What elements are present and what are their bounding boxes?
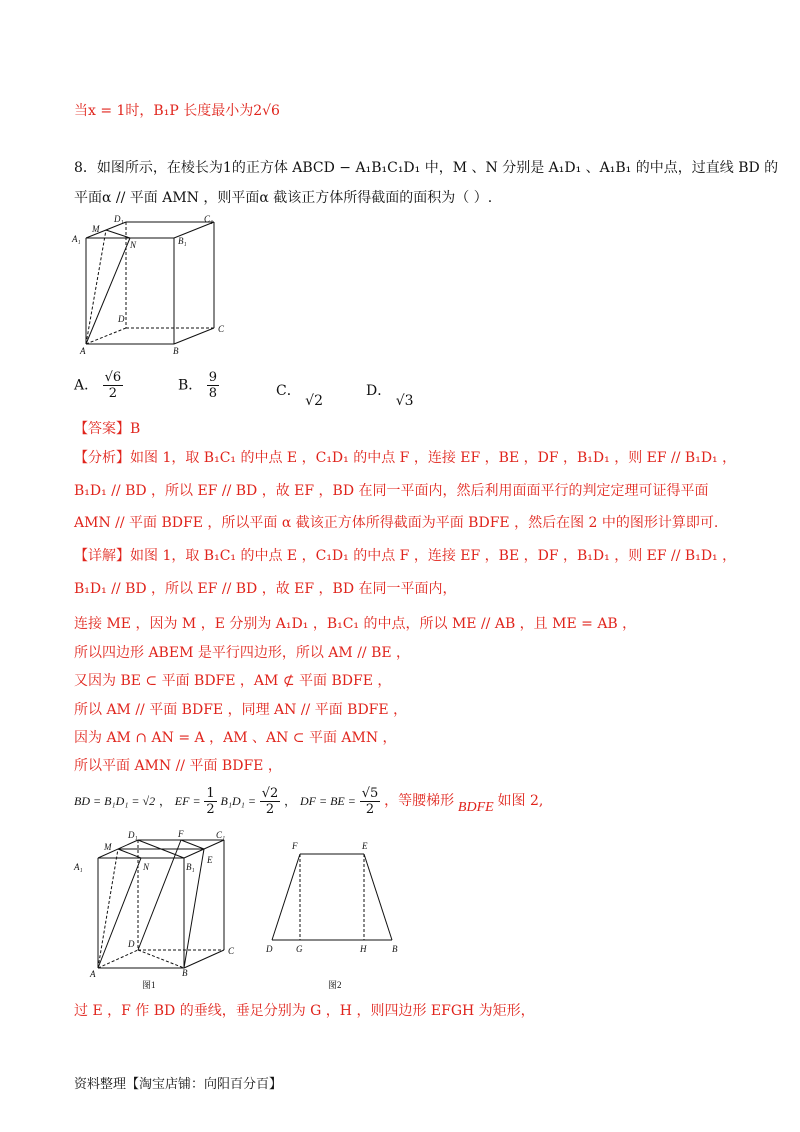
fig1-label-c1: C₁ [216, 830, 226, 840]
option-c-value: √2 [305, 393, 323, 409]
option-b-fraction [207, 370, 219, 401]
cube-label-d1: D₁ [114, 214, 124, 224]
fig1-label-b1: B₁ [186, 862, 195, 872]
fig1-label-d1: D₁ [128, 830, 138, 840]
option-a-numerator: √6 [104, 370, 122, 385]
problem-line-1: 8．如图所示，在棱长为1的正方体 ABCD − A₁B₁C₁D₁ 中，M 、N 分别是 A₁D₁ 、A₁B₁ 的中点，过直线 BD 的 [74, 160, 779, 176]
fig2-label-f: F [292, 841, 298, 851]
detail-line-1: 【详解】如图 1，取 B₁C₁ 的中点 E ，C₁D₁ 的中点 F ，连接 EF ，BE ，DF ，B₁D₁ ，则 EF // B₁D₁ ， [74, 548, 737, 564]
ef-half-fraction [204, 786, 216, 817]
fig1-label-a1: A₁ [74, 862, 83, 872]
cube-label-c1: C₁ [204, 214, 214, 224]
ef-denominator: 2 [265, 802, 275, 817]
option-c [276, 380, 323, 409]
option-a-denominator: 2 [108, 386, 117, 401]
df-numerator: √5 [361, 786, 379, 801]
last-line: 过 E ，F 作 BD 的垂线，垂足分别为 G ，H ，则四边形 EFGH 为矩形， [74, 1003, 535, 1019]
fig1-caption: 图1 [142, 980, 156, 990]
fig1-label-m: M [104, 842, 112, 852]
option-a-fraction [103, 370, 124, 401]
detail-line-8: 所以平面 AMN // 平面 BDFE ， [74, 758, 282, 774]
option-a-label: A． [74, 377, 99, 394]
detail-line-4: 所以四边形 ABEM 是平行四边形，所以 AM // BE ， [74, 645, 411, 661]
problem-line-2: 平面α // 平面 AMN ，则平面α 截该正方体所得截面的面积为（ ）. [74, 190, 493, 206]
fig2-label-g: G [296, 944, 303, 954]
fig1-label-n: N [143, 862, 150, 872]
detail-line-5: 又因为 BE ⊂ 平面 BDFE ，AM ⊄ 平面 BDFE ， [74, 673, 392, 689]
fig1-label-c: C [228, 946, 235, 956]
cube-label-m: M [92, 224, 100, 234]
length-bd: BD = B₁D₁ = √2 [74, 794, 156, 808]
df-denominator: 2 [365, 802, 375, 817]
fig-ref: 如图 2, [497, 793, 544, 809]
detail-line-6: 所以 AM // 平面 BDFE ，同理 AN // 平面 BDFE ， [74, 702, 408, 718]
option-c-label: C． [276, 383, 301, 399]
ef-half-numerator: 1 [206, 786, 215, 801]
fig1-label-a: A [90, 969, 96, 979]
ef-numerator: √2 [261, 786, 279, 801]
analysis-line-2: B₁D₁ // BD ，所以 EF // BD ，故 EF ，BD 在同一平面内，然后利用面面平行的判定定理可证得平面 [74, 483, 709, 499]
option-a [74, 370, 123, 401]
option-d [366, 380, 414, 409]
option-d-value: √3 [395, 393, 414, 409]
cube-label-b1: B₁ [178, 236, 187, 246]
option-b [178, 370, 219, 401]
fig1-label-f: F [178, 829, 184, 839]
ef-fraction [260, 786, 281, 817]
figure-2 [262, 836, 412, 991]
figure-1 [70, 826, 240, 991]
fig2-label-e: E [362, 841, 368, 851]
trapezoid-name: BDFE [457, 800, 494, 815]
cube-figure [70, 212, 225, 357]
cube-label-a: A [80, 346, 86, 356]
fig2-label-b: B [392, 944, 398, 954]
fig2-label-d: D [266, 944, 273, 954]
fig1-label-e: E [207, 855, 213, 865]
option-b-denominator: 8 [208, 386, 218, 401]
length-ef-mid: B₁D₁ = [220, 794, 256, 808]
fig1-label-d: D [128, 939, 135, 949]
cube-label-a1: A₁ [72, 234, 81, 244]
ef-half-denominator: 2 [206, 802, 215, 817]
option-b-numerator: 9 [208, 370, 218, 385]
cube-label-b: B [173, 346, 179, 356]
analysis-line-1: 【分析】如图 1，取 B₁C₁ 的中点 E ，C₁D₁ 的中点 F ，连接 EF ，BE ，DF ，B₁D₁ ，则 EF // B₁D₁ ， [74, 450, 737, 466]
detail-line-7: 因为 AM ∩ AN = A ，AM 、AN ⊂ 平面 AMN ， [74, 730, 397, 746]
fig2-caption: 图2 [328, 980, 342, 990]
prev-conclusion: 当x = 1时，B₁P 长度最小为2√6 [74, 103, 280, 119]
analysis-line-3: AMN // 平面 BDFE ，所以平面 α 截该正方体所得截面为平面 BDFE ，然后在图 2 中的图形计算即可. [74, 515, 719, 531]
option-b-label: B． [178, 377, 203, 394]
cube-label-c: C [218, 324, 225, 334]
option-d-label: D． [366, 383, 392, 399]
trapezoid-text: ，等腰梯形 [384, 793, 455, 809]
cube-label-n: N [130, 240, 137, 250]
cube-label-d: D [118, 314, 125, 324]
detail-line-3: 连接 ME ，因为 M ，E 分别为 A₁D₁ ，B₁C₁ 的中点，所以 ME // AB ，且 ME = AB ， [74, 616, 637, 632]
lengths-line: BD = B₁D₁ = √2 ， EF = $\frac{1}{2}$ B₁D₁ = $\frac{√2}{2}$ ， DF = BE = $\frac{√5}{2}$ ，等腰梯形 BDFE 如图 2, [74, 786, 544, 817]
length-df-pre: DF = BE = [300, 794, 356, 808]
length-ef-pre: EF = [174, 794, 201, 808]
detail-line-2: B₁D₁ // BD ，所以 EF // BD ，故 EF ，BD 在同一平面内， [74, 581, 457, 597]
answer: 【答案】B [74, 421, 141, 437]
fig2-label-h: H [360, 944, 367, 954]
footer: 资料整理【淘宝店铺：向阳百分百】 [74, 1077, 283, 1092]
fig1-label-b: B [182, 968, 188, 978]
df-fraction [360, 786, 381, 817]
